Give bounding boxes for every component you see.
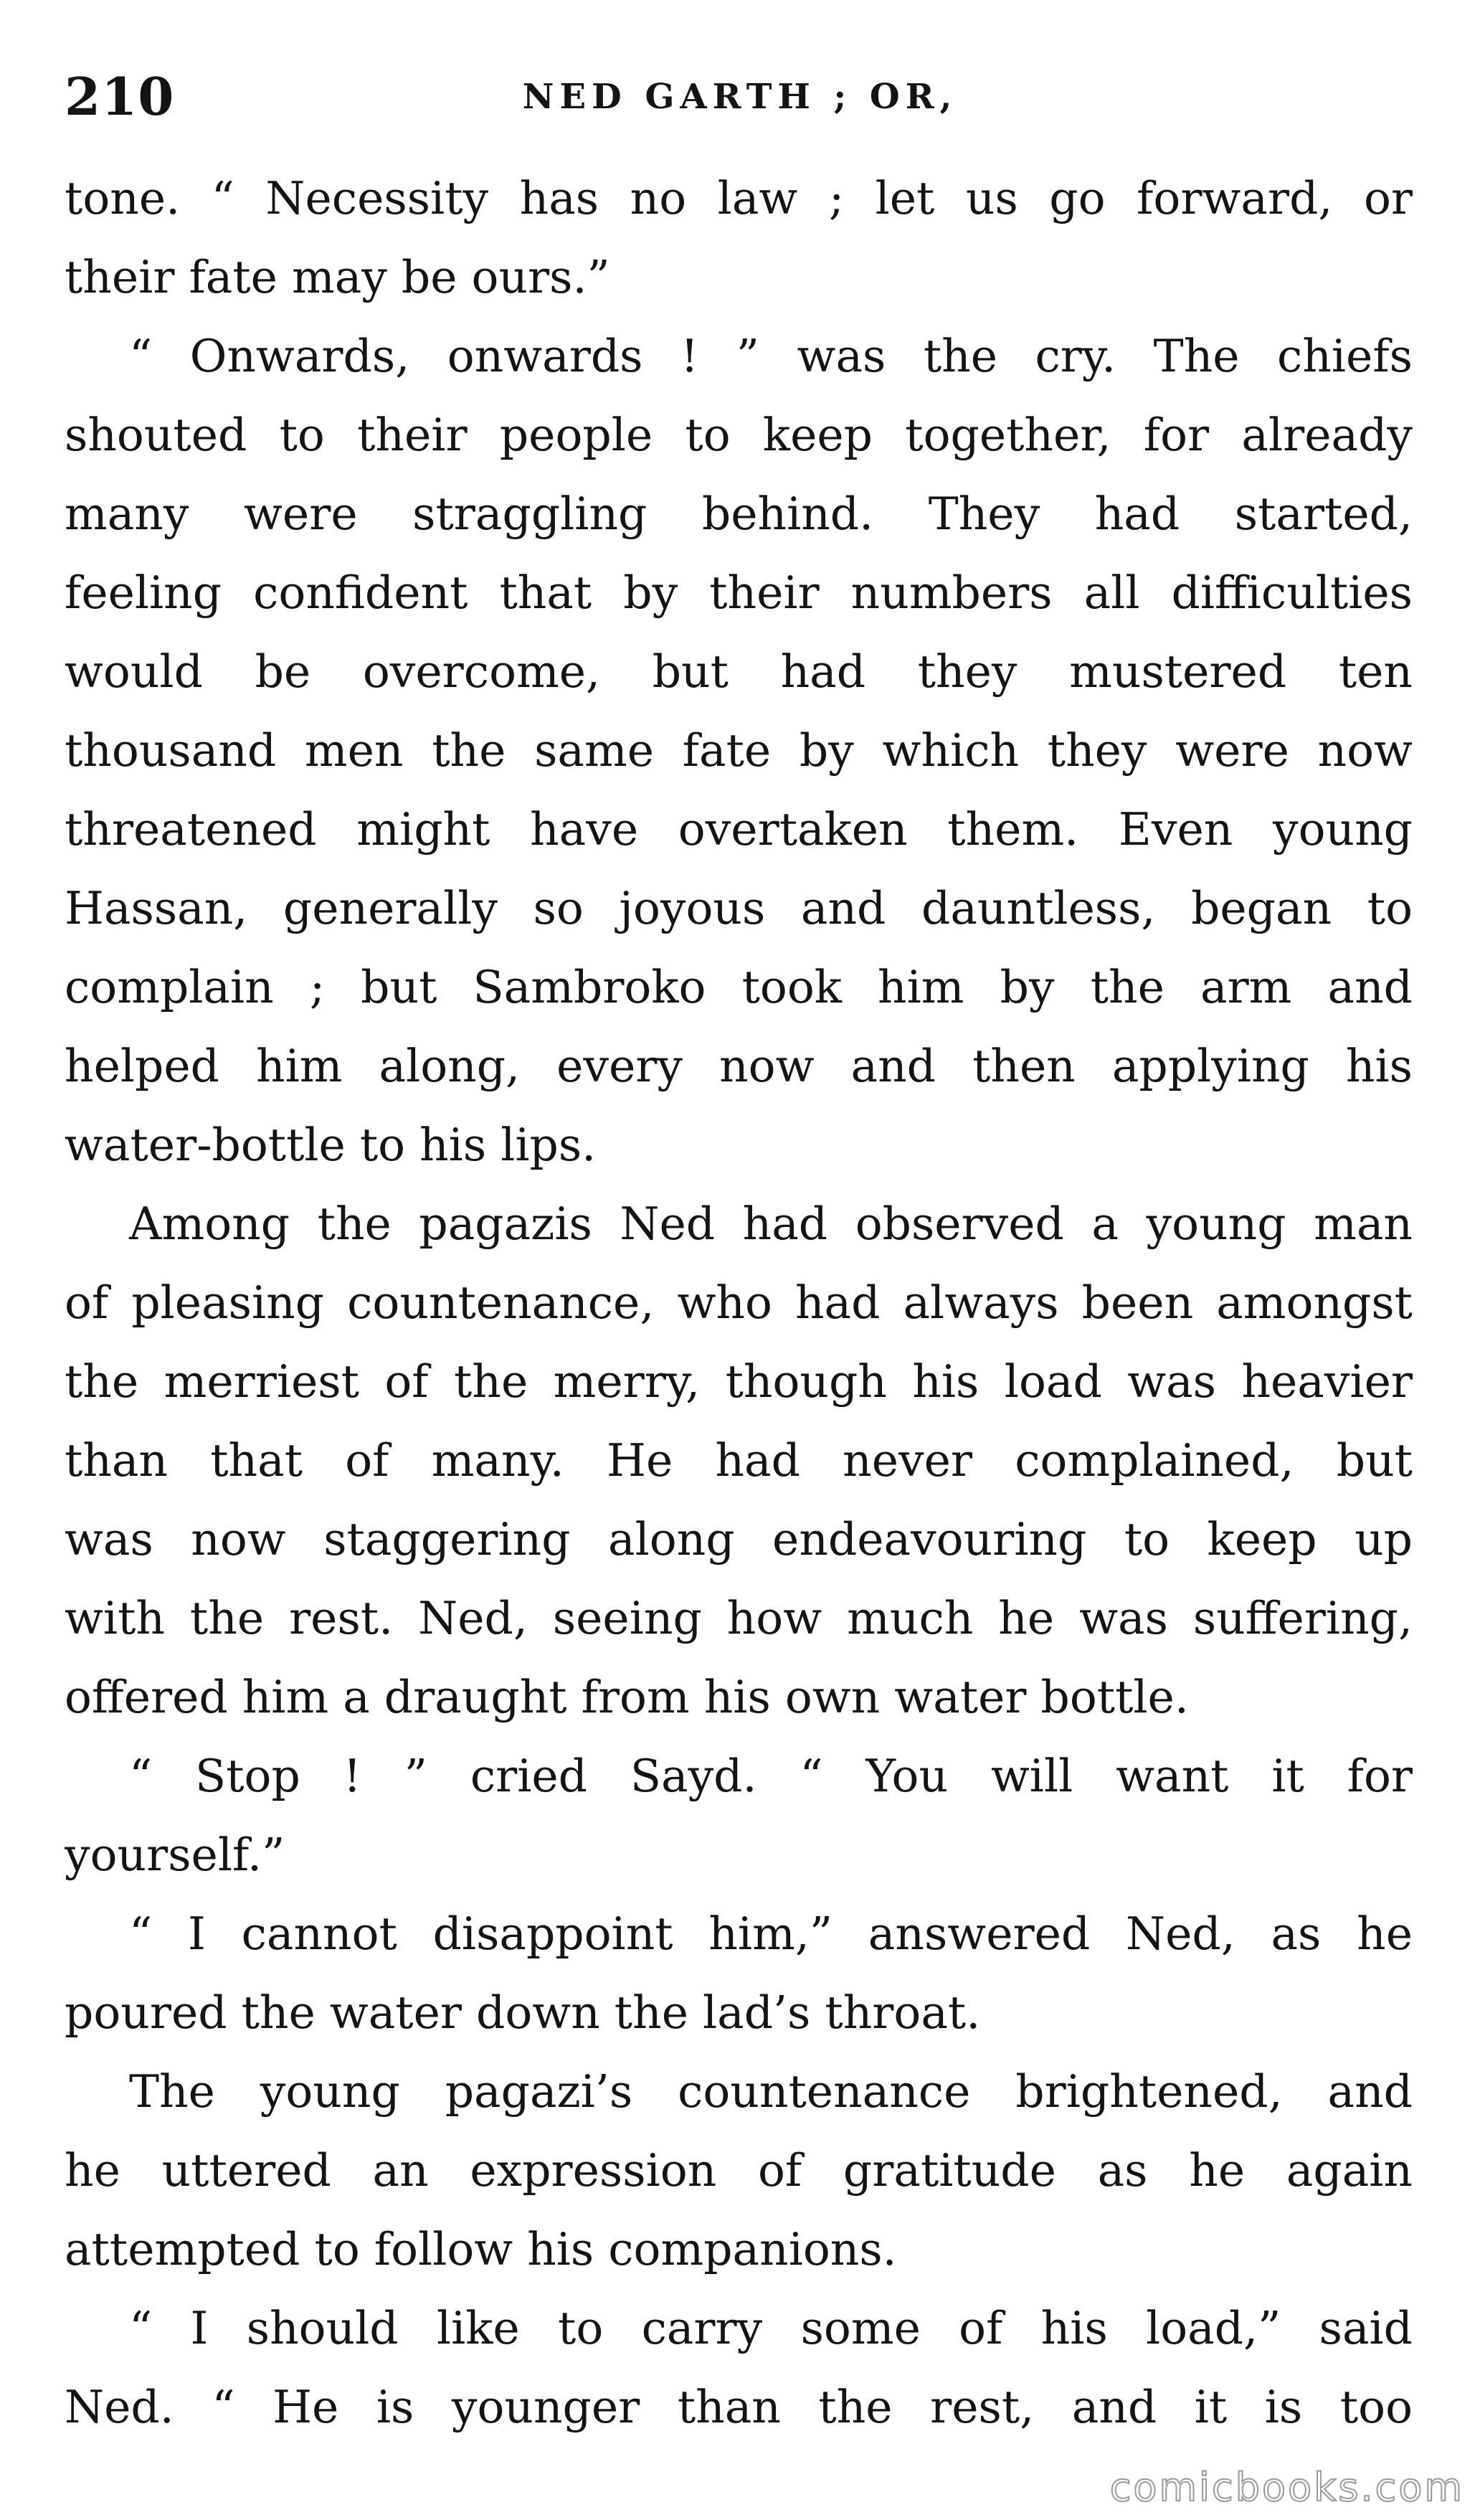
- paragraph: [65, 2289, 1413, 2447]
- text-line: thousand men the same fate by which they were now: [65, 724, 1413, 777]
- text-line: many were straggling behind. They had started,: [65, 488, 1413, 540]
- paragraph: [65, 159, 1413, 317]
- text-line: than that of many. He had never complained, but: [65, 1434, 1413, 1487]
- text-line: their fate may be ours.”: [65, 251, 610, 303]
- text-line: “ Onwards, onwards ! ” was the cry. The chiefs: [129, 330, 1413, 382]
- text-line: water-bottle to his lips.: [65, 1119, 597, 1171]
- text-line: helped him along, every now and then applying his: [65, 1040, 1413, 1092]
- text-line: The young pagazi’s countenance brightened, and: [129, 2065, 1413, 2118]
- body-text: [65, 159, 1413, 2447]
- text-line: Among the pagazis Ned had observed a young man: [129, 1198, 1413, 1250]
- text-line: offered him a draught from his own water bottle.: [65, 1671, 1189, 1723]
- text-line: of pleasing countenance, who had always been amongst: [65, 1276, 1413, 1329]
- text-line: was now staggering along endeavouring to keep up: [65, 1513, 1413, 1565]
- paragraph: [65, 1895, 1413, 2052]
- text-line: feeling confident that by their numbers all difficulties: [65, 567, 1413, 619]
- text-line: threatened might have overtaken them. Even young: [65, 803, 1413, 856]
- text-line: poured the water down the lad’s throat.: [65, 1986, 981, 2039]
- text-line: yourself.”: [65, 1829, 285, 1881]
- text-line: “ I should like to carry some of his load,” said: [129, 2302, 1413, 2354]
- text-line: “ Stop ! ” cried Sayd. “ You will want it for: [129, 1750, 1413, 1802]
- text-line: complain ; but Sambroko took him by the arm and: [65, 961, 1413, 1013]
- paragraph: [65, 2052, 1413, 2289]
- text-line: would be overcome, but had they mustered ten: [65, 645, 1413, 698]
- text-line: shouted to their people to keep together, for already: [65, 409, 1413, 461]
- text-line: the merriest of the merry, though his load was heavier: [65, 1355, 1413, 1408]
- text-line: Ned. “ He is younger than the rest, and it is too: [65, 2381, 1413, 2433]
- paragraph: [65, 1737, 1413, 1895]
- paragraph: [65, 1185, 1413, 1737]
- text-line: he uttered an expression of gratitude as he again: [65, 2144, 1413, 2197]
- page-number: 210: [65, 66, 175, 127]
- page-header: [65, 57, 1415, 136]
- watermark: comicbooks.com: [1109, 2465, 1464, 2510]
- text-line: Hassan, generally so joyous and dauntless, began to: [65, 882, 1413, 934]
- running-head: NED GARTH ; OR,: [522, 77, 958, 117]
- text-line: attempted to follow his companions.: [65, 2223, 897, 2275]
- text-line: tone. “ Necessity has no law ; let us go forward, or: [65, 172, 1413, 224]
- paragraph: [65, 317, 1413, 1185]
- text-line: with the rest. Ned, seeing how much he was suffering,: [65, 1592, 1413, 1644]
- text-line: “ I cannot disappoint him,” answered Ned, as he: [129, 1908, 1413, 1960]
